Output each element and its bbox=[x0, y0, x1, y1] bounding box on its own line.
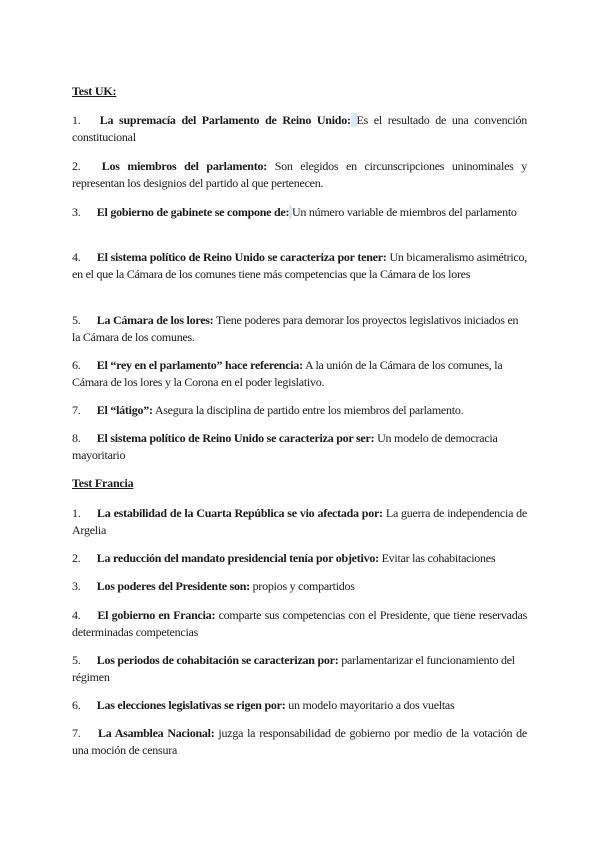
uk-question-6: 6. El “rey en el parlamento” hace referencia: A la unión de la Cámara de los comunes, la Cámara de los lores y la Corona en el poder legislativo. bbox=[72, 358, 503, 389]
fr-question-2: 2. La reducción del mandato presidencial tenía por objetivo: Evitar las cohabitaciones bbox=[72, 551, 496, 565]
uk-question-3: 3. El gobierno de gabinete se compone de: Un número variable de miembros del parlamento bbox=[72, 205, 517, 219]
fr-question-3: 3. Los poderes del Presidente son: propios y compartidos bbox=[72, 579, 355, 593]
fr-question-7: 7. La Asamblea Nacional: juzga la responsabilidad de gobierno por medio de la votación de una moción de censura bbox=[72, 726, 527, 757]
uk-question-2: 2. Los miembros del parlamento: Son elegidos en circunscripciones uninominales y representan los designios del partido al que pertenecen. bbox=[72, 159, 528, 190]
uk-question-8: 8. El sistema político de Reino Unido se caracteriza por ser: Un modelo de democracia mayoritario bbox=[72, 431, 498, 462]
uk-question-4: 4. El sistema político de Reino Unido se caracteriza por tener: Un bicameralismo asimétrico, en el que la Cámara de los comunes tiene más competencias que la Cámara de los lores bbox=[72, 250, 528, 281]
fr-question-4: 4. El gobierno en Francia: comparte sus competencias con el Presidente, que tiene reservadas determinadas competencias bbox=[72, 608, 527, 639]
uk-question-5: 5. La Cámara de los lores: Tiene poderes para demorar los proyectos legislativos iniciados en la Cámara de los comunes. bbox=[72, 313, 519, 344]
section-title-francia: Test Francia bbox=[72, 476, 134, 490]
uk-question-7: 7. El “látigo”: Asegura la disciplina de partido entre los miembros del parlamento. bbox=[72, 403, 464, 417]
fr-question-1: 1. La estabilidad de la Cuarta República se vio afectada por: La guerra de independencia de Argelia bbox=[72, 506, 528, 537]
fr-question-5: 5. Los periodos de cohabitación se caracterizan por: parlamentarizar el funcionamiento del régimen bbox=[72, 653, 515, 684]
fr-question-6: 6. Las elecciones legislativas se rigen por: un modelo mayoritario a dos vueltas bbox=[72, 698, 455, 712]
uk-question-1: 1. La supremacía del Parlamento de Reino Unido: Es el resultado de una convención constitucional bbox=[72, 113, 527, 144]
section-title-uk: Test UK: bbox=[72, 84, 117, 98]
